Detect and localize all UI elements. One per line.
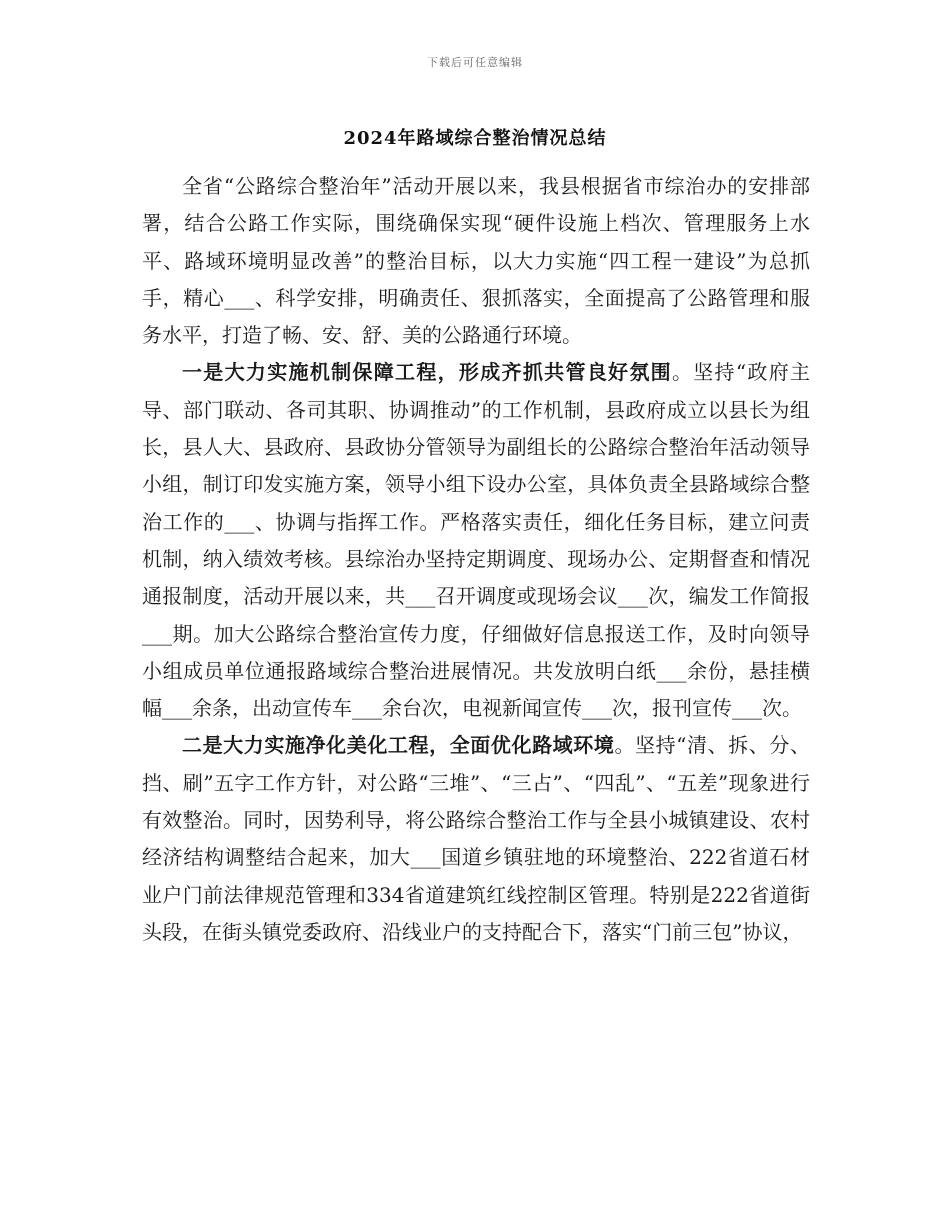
- paragraph-intro: [142, 168, 810, 354]
- document-title: 2024年路域综合整治情况总结: [343, 128, 607, 149]
- document-body: [142, 168, 810, 951]
- paragraph-lead: 二是大力实施净化美化工程，全面优化路域环境: [182, 733, 615, 758]
- paragraph-text: 全省“公路综合整治年”活动开展以来，我县根据省市综治办的安排部署，结合公路工作实际，围绕确保实现“硬件设施上档次、管理服务上水平、路域环境明显改善”的整治目标，以大力实施“四工程一建设”为总抓手，精心___、科学安排，明确责任、狠抓落实，全面提高了公路管理和服务水平，打造了畅、安、舒、美的公路通行环境。: [142, 174, 810, 348]
- paragraph-lead: 一是大力实施机制保障工程，形成齐抓共管良好氛围: [182, 360, 672, 385]
- paragraph-text: 。坚持“政府主导、部门联动、各司其职、协调推动”的工作机制，县政府成立以县长为组长，县人大、县政府、县政协分管领导为副组长的公路综合整治年活动领导小组，制订印发实施方案，领导小组下设办公室，具体负责全县路域综合整治工作的___、协调与指挥工作。严格落实责任，细化任务目标，建立问责机制，纳入绩效考核。县综治办坚持定期调度、现场办公、定期督查和情况通报制度，活动开展以来，共___召开调度或现场会议___次，编发工作简报___期。加大公路综合整治宣传力度，仔细做好信息报送工作，及时向领导小组成员单位通报路域综合整治进展情况。共发放明白纸___余份，悬挂横幅___余条，出动宣传车___余台次，电视新闻宣传___次，报刊宣传___次。: [142, 360, 810, 721]
- paragraph-text: 。坚持“清、拆、分、挡、刷”五字工作方针，对公路“三堆”、“三占”、“四乱”、“五差”现象进行有效整治。同时，因势利导，将公路综合整治工作与全县小城镇建设、农村经济结构调整结合起来，加大___国道乡镇驻地的环境整治、222省道石材业户门前法律规范管理和334省道建筑红线控制区管理。特别是222省道街头段，在街头镇党委政府、沿线业户的支持配合下，落实“门前三包”协议，: [142, 733, 810, 944]
- paragraph-mechanism: [142, 354, 810, 727]
- header-note: 下载后可任意编辑: [427, 56, 523, 69]
- paragraph-beautification: [142, 727, 810, 951]
